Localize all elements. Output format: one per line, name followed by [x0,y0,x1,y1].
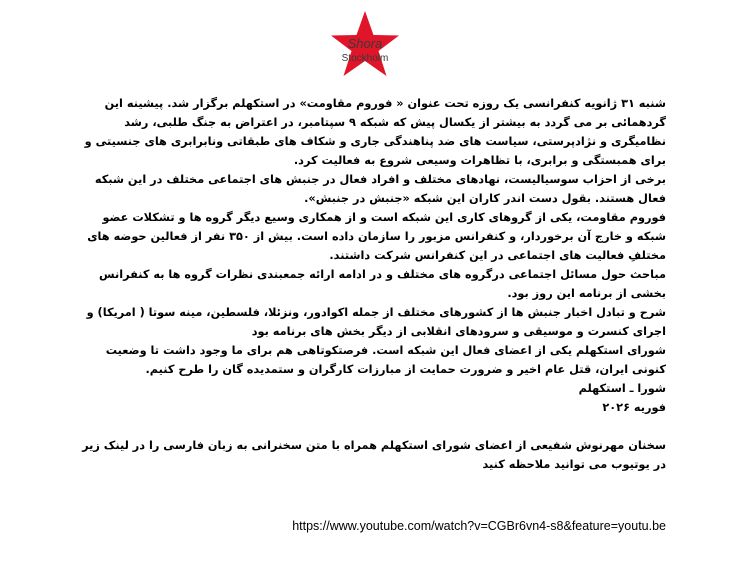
video-note: سخنان مهرنوش شفیعی از اعضای شورای استکهلم همراه با متن سخنرانی به زبان فارسی را در لینک زیر در یوتیوب می توانید ملاحظه کنید [82,439,666,471]
blank-line [70,417,666,436]
logo-text-stockholm: Stockholm [341,53,389,64]
paragraph-shora-council: شورای استکهلم یکی از اعضای فعال این شبکه است. فرصتکوتاهی هم برای ما وجود داشت تا وضعیت کنونی ایران، قتل عام اخیر و ضرورت حمایت از مبارزات کارگران و ستمدیده گان را طرح کنیم. [105,344,666,376]
paragraph-movements-news: شرح و تبادل اخبار جنبش ها از کشورهای مختلف از جمله اکوادور، ونزئلا، فلسطین، مینه سوتا ( امریکا) و اجرای کنسرت و موسیقی و سرودهای انقلابی از دیگر بخش های برنامه بود [86,306,666,338]
shora-stockholm-logo [329,10,401,82]
youtube-link[interactable]: https://www.youtube.com/watch?v=CGBr6vn4-s8&feature=youtu.be [292,519,666,533]
paragraph-intro: شنبه ۳۱ ژانویه کنفرانسی یک روزه تحت عنوان « فوروم مقاومت» در استکهلم برگزار شد. پیشینه این گردهمائی بر می گردد به بیشتر از یکسال پیش که شبکه ۹ سپتامبر، در اعتراض به جنگ طلبی، رشد نظامیگری و نژادپرستی، سیاست های ضد پناهندگی جاری و شکاف های طبقاتی ونابرابری های جنسیتی و برای همبستگی و برابری، با تظاهرات وسیعی شروع به فعالیت کرد. [84,97,666,167]
logo-text-shora: Shora [347,36,383,51]
signature-org: شورا ـ استکهلم [578,382,666,395]
red-star-icon [329,10,401,82]
article-body [70,94,666,474]
paragraph-resistance-forum: فوروم مقاومت، یکی از گروهای کاری این شبکه است و از همکاری وسیع دیگر گروه ها و تشکلات عضو شبکه و خارج آن برخوردار، و کنفرانس مزبور را سازمان داده است. بیش از ۳۵۰ نفر از فعالین حوضه های مختلفِ فعالیت های اجتماعی در این کنفرانس شرکت داشتند. [87,211,666,262]
paragraph-discussions: مباحث حول مسائل اجتماعی درگروه های مختلف و در ادامه ارائه جمعبندی نظرات گروه ها به کنفرانس بخشی از برنامه این روز بود. [99,268,666,300]
paragraph-network: برخی از احزاب سوسیالیست، نهادهای مختلف و افراد فعال در جنبش های اجتماعی مختلف در این شبکه فعال هستند. بقول دست اندر کاران این شبکه «جنبش در جنبش». [94,173,666,205]
signature-date: فوریه ۲۰۲۶ [602,401,666,414]
